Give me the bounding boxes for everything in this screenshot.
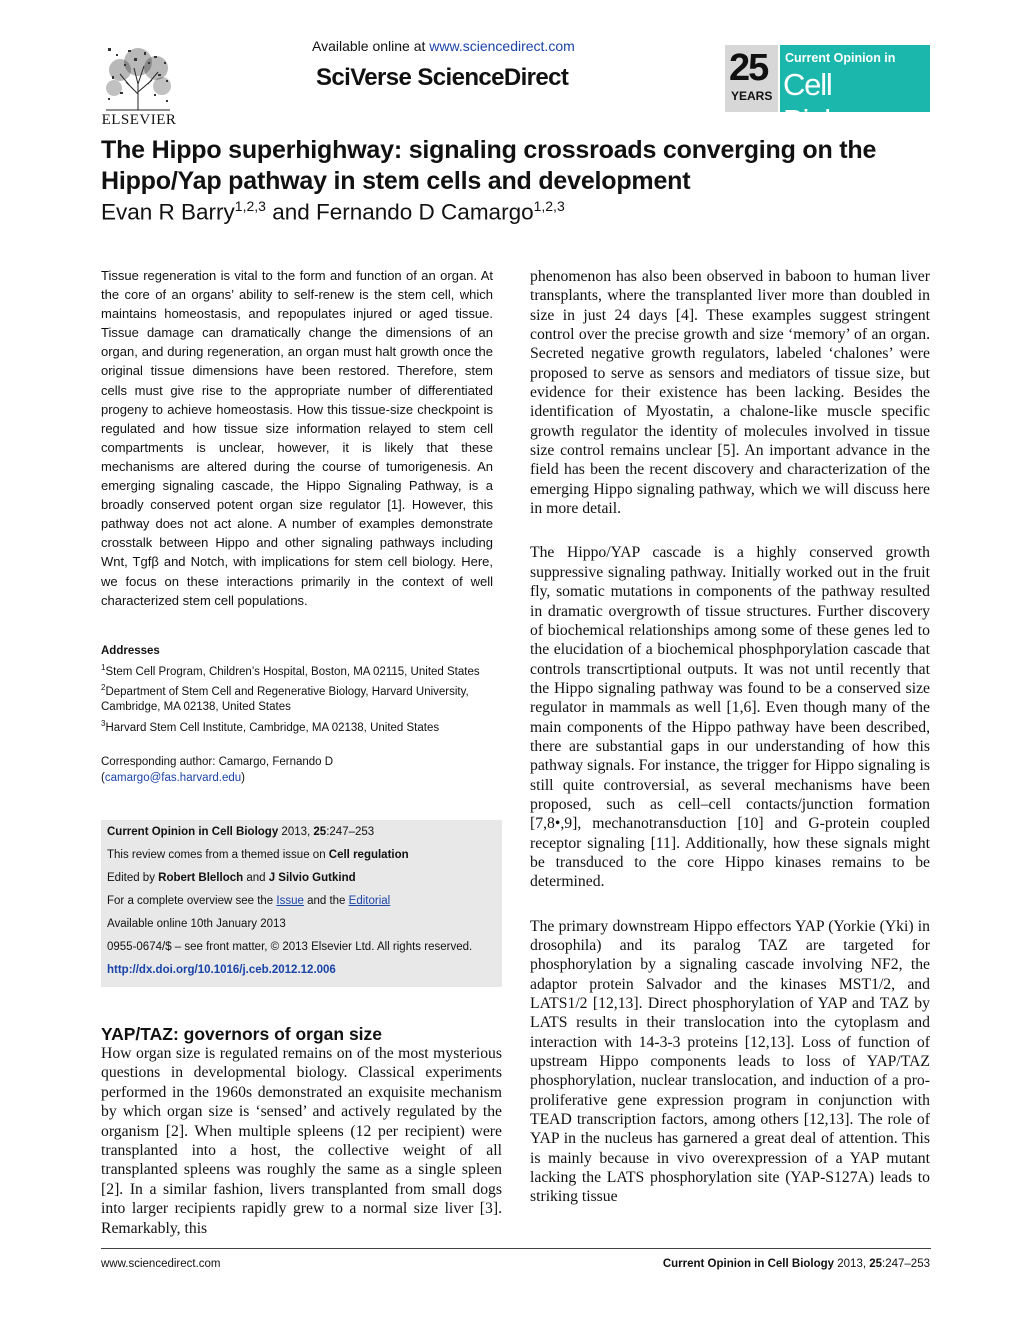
- body-paragraph: phenomenon has also been observed in baboon to human liver transplants, where the transplanted liver more than doubled in size in just 24 days [4]. These examples suggest stringent control over the precise growth and size ‘memory’ of an organ. Secreted negative growth regulators, labeled ‘chalones’ were proposed to serve as sensors and mediators of tissue size, but evidence for their existence has been lacking. Besides the identification of Myostatin, a chalone-like muscle specific growth regulator the identity of molecules involved in tissue size control remains unclear [5]. An important advance in the field has been the recent discovery and characterization of the emerging Hippo signaling pathway, which we will discuss here in more detail.: [530, 268, 930, 518]
- body-text-left-column: How organ size is regulated remains on of the most mysterious questions in developmental biology. Classical experiments performed in the 1960s demonstrated an exquisite mechanism by which organ size is ‘sensed’ and actively regulated by the organism [2]. When multiple spleens (12 per recipient) were transplanted into a host, the collective weight of all transplanted spleens was roughly the same as a single spleen [2]. In a similar fashion, livers transplanted from small dogs into larger recipients rapidly grew to a normal size liver [3]. Remarkably, this: [101, 1045, 502, 1237]
- addresses: [101, 644, 493, 736]
- author-name: Fernando D Camargo: [315, 199, 534, 225]
- overview-line: For a complete overview see the Issue and the Editorial: [107, 895, 391, 907]
- citation-line: Current Opinion in Cell Biology 2013, 25:247–253: [107, 826, 375, 838]
- footer-url: www.sciencedirect.com: [101, 1258, 221, 1270]
- available-online-line: Available online at www.sciencedirect.com: [312, 38, 575, 54]
- abstract: Tissue regeneration is vital to the form and function of an organ. At the core of an organs’ ability to self-renew is the stem cell, which maintains homeostasis, and repopulates injured or aged tissue. Tissue damage can dramatically change the dimensions of an organ, and during regeneration, an organ must halt growth once the original tissue dimensions have been restored. Therefore, stem cells must give rise to the appropriate number of differentiated progeny to achieve homeostasis. How this tissue-size checkpoint is regulated and how tissue size information relayed to stem cell compartments is unclear, however, it is likely that these mechanisms are altered during the course of tumorigenesis. An emerging signaling cascade, the Hippo Signaling Pathway, is a broadly conserved potent organ size regulator [1]. However, this pathway does not act alone. A number of examples demonstrate crosstalk between Hippo and other signaling pathways including Wnt, Tgfβ and Notch, with implications for stem cell biology. Here, we focus on these interactions primarily in the context of well characterized stem cell populations.: [101, 268, 493, 608]
- address-item: $^3$Harvard Stem Cell Institute, Cambridge, MA 02138, United States: [101, 718, 440, 734]
- section-heading: YAP/TAZ: governors of organ size: [101, 1024, 383, 1044]
- corresponding-author: Corresponding author: Camargo, Fernando D (camargo@fas.harvard.edu): [101, 756, 334, 784]
- author-name: Evan R Barry: [101, 199, 235, 225]
- anniversary-years: YEARS: [731, 89, 773, 103]
- themed-issue-line: This review comes from a themed issue on Cell regulation: [107, 849, 409, 861]
- body-text-right-column: [530, 267, 930, 1207]
- available-date: Available online 10th January 2013: [107, 918, 286, 930]
- body-paragraph: The Hippo/YAP cascade is a highly conserved growth suppressive signaling pathway. Initially worked out in the fruit fly, somatic mutations in components of the pathway resulted in dramatic overgrowth of tissue structures. Further discovery of biochemical relationships among some of these genes led to the elucidation of a biochemical phosphporylation cascade that controls transcrtiptional outputs. It was not until recently that the Hippo signaling pathway was found to be a conserved size regulator in mammals as well [1,6]. Even though many of the main components of the Hippo pathway have been described, there are substantial gaps in our understanding of how this pathway signals. For instance, the trigger for Hippo signaling is still quite controversial, as several mechanisms have been proposed, such as cell–cell contacts/junction formation [7,8•,9], mechanotransduction [10] and G-protein coupled receptor signaling [11]. Additionally, how these signals might be transduced to the core Hippo kinases remains to be determined.: [530, 544, 930, 891]
- sciencedirect-link[interactable]: www.sciencedirect.com: [429, 38, 575, 54]
- footer-citation: Current Opinion in Cell Biology 2013, 25:247–253: [662, 1258, 930, 1270]
- article-title: The Hippo superhighway: signaling crossroads converging on the Hippo/Yap pathway in stem cells and development: [101, 136, 877, 195]
- email-link[interactable]: camargo@fas.harvard.edu: [104, 772, 242, 784]
- footer-divider: [101, 1248, 931, 1249]
- author-affiliation-marks: 1,2,3: [234, 198, 266, 214]
- sciverse-title: SciVerse ScienceDirect: [316, 64, 569, 91]
- issue-link[interactable]: Issue: [276, 895, 304, 907]
- doi-link[interactable]: http://dx.doi.org/10.1016/j.ceb.2012.12.006: [107, 964, 336, 976]
- author-affiliation-marks: 1,2,3: [533, 198, 565, 214]
- author-line: Evan R Barry$^{1,2,3}$ and Fernando D Camargo$^{1,2,3}$: [101, 198, 565, 225]
- elsevier-logo: [97, 44, 181, 130]
- address-item: $^2$Department of Stem Cell and Regenerative Biology, Harvard University, Cambridge, MA 02138, United States: [101, 682, 469, 714]
- elsevier-tree-icon: [100, 44, 176, 112]
- editorial-link[interactable]: Editorial: [348, 895, 391, 907]
- anniversary-number: 25: [729, 47, 768, 89]
- editors-line: Edited by Robert Blelloch and J Silvio Gutkind: [107, 872, 356, 884]
- publisher-name: ELSEVIER: [101, 112, 177, 128]
- article-info-box: [101, 820, 502, 987]
- journal-logo: [725, 45, 930, 138]
- address-item: $^1$Stem Cell Program, Children’s Hospital, Boston, MA 02115, United States: [101, 662, 480, 678]
- copyright-line: 0955-0674/$ – see front matter, © 2013 Elsevier Ltd. All rights reserved.: [107, 941, 473, 953]
- journal-logo-name: Cell Biology: [783, 67, 877, 138]
- body-paragraph: The primary downstream Hippo effectors YAP (Yorkie (Yki) in drosophila) and its paralog TAZ are targeted for phosphorylation by a signaling cascade involving NF2, the adaptor protein Salvador and the kinases MST1/2, and LATS1/2 [12,13]. Direct phosphorylation of YAP and TAZ by LATS results in their translocation into the cytoplasm and interaction with 14-3-3 proteins [12,13]. Loss of function of upstream Hippo components leads to loss of YAP/TAZ phosphorylation, nuclear translocation, and induction of a pro-proliferative gene expression program in conjunction with TEAD transcription factors, among others [12,13]. The role of YAP in the nucleus has garnered a great deal of attention. This is mainly because in vivo overexpression of a YAP mutant lacking the LATS phosphorylation site (YAP-S127A) leads to striking tissue: [530, 917, 930, 1206]
- journal-logo-series: Current Opinion in: [785, 51, 896, 65]
- addresses-heading: Addresses: [101, 645, 160, 657]
